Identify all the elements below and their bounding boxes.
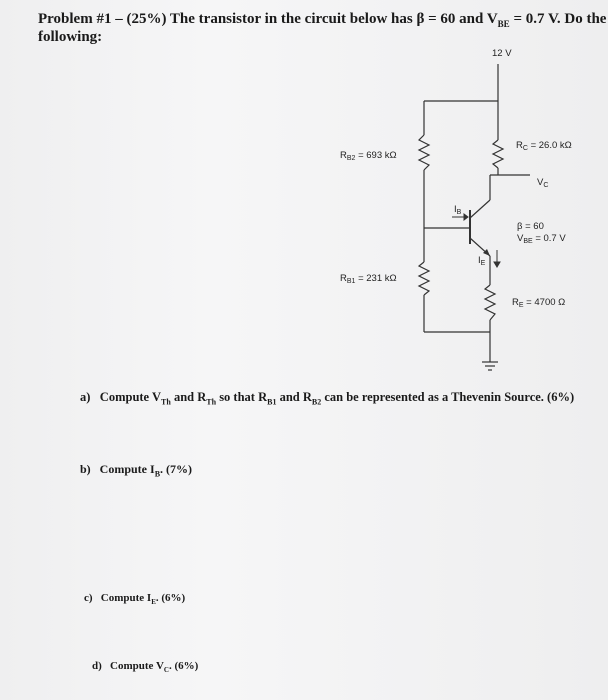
ie-arrow-icon bbox=[494, 250, 500, 267]
rb1-resistor bbox=[419, 262, 429, 295]
circuit-wires bbox=[424, 64, 530, 362]
rc-label: $R_C = 26.0$ kΩ bbox=[516, 140, 572, 152]
re-resistor bbox=[485, 285, 495, 320]
rb2-resistor bbox=[419, 135, 429, 170]
supply-label: 12 V bbox=[492, 48, 512, 59]
ie-label: $I_E$ bbox=[478, 255, 486, 267]
question-b: b) Compute $I_B$. (7%) bbox=[80, 462, 193, 479]
problem-title: Problem #1 – (25%) The transistor in the circuit below has β = 60 and $V_{BE} = 0.7$ V. Do the bbox=[38, 11, 607, 29]
vbe-label: $V_{BE} = 0.7$ V bbox=[517, 233, 566, 245]
re-label: $R_E = 4700$ Ω bbox=[512, 297, 566, 309]
question-a: a) Compute $V_{Th}$ and $R_{Th}$ so that $R_{B1}$ and $R_{B2}$ can be represented as a Thevenin Source. (6%) bbox=[80, 390, 575, 407]
question-c: c) Compute $I_E$. (6%) bbox=[84, 592, 186, 607]
ib-label: $I_B$ bbox=[454, 204, 462, 216]
question-d: d) Compute $V_C$. (6%) bbox=[92, 660, 199, 675]
rc-resistor bbox=[493, 140, 503, 168]
rb2-label: $R_{B2} = 693$ kΩ bbox=[340, 150, 397, 162]
problem-title-line2: following: bbox=[38, 29, 103, 45]
rb1-label: $R_{B1} = 231$ kΩ bbox=[340, 273, 397, 285]
vc-label: $V_C$ bbox=[537, 177, 549, 189]
beta-label: β = 60 bbox=[517, 221, 544, 232]
ground-icon bbox=[482, 362, 498, 370]
